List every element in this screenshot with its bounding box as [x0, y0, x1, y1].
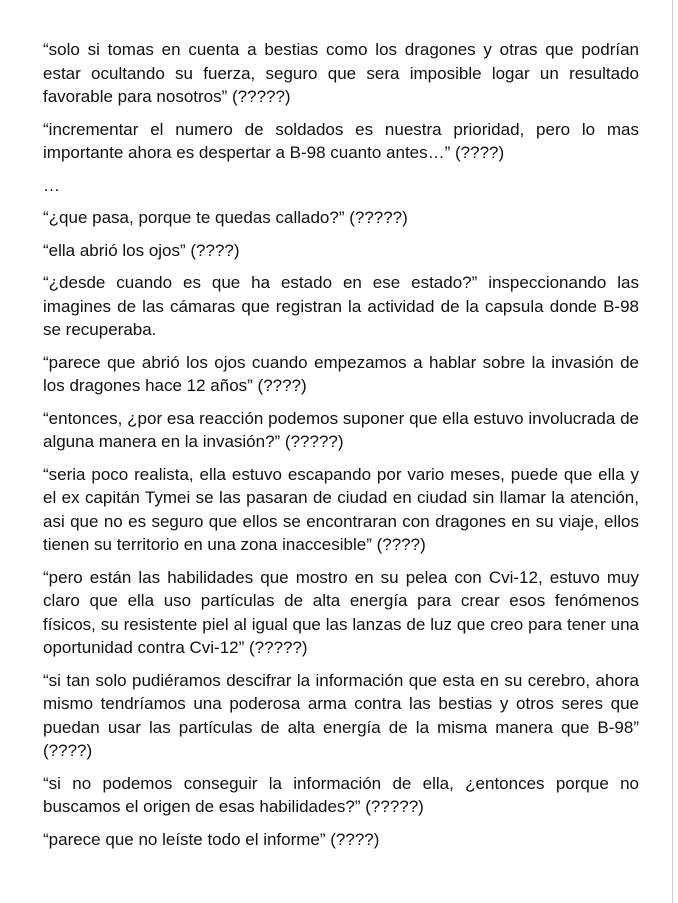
paragraph: “si no podemos conseguir la información de ella, ¿entonces porque no buscamos el origen de esas habilidades?” (?????): [43, 773, 639, 816]
paragraph: “seria poco realista, ella estuvo escapando por vario meses, puede que ella y el ex capitán Tymei se las pasaran de ciudad en ciudad sin llamar la atención, asi que no es seguro que ellos se encontraran con dragones en su viaje, ellos tienen su territorio en una zona inaccesible” (????): [43, 464, 639, 554]
paragraph: “¿desde cuando es que ha estado en ese estado?” inspeccionando las imagines de las cámaras que registran la actividad de la capsula donde B-98 se recuperaba.: [43, 273, 639, 339]
scene-break: …: [43, 175, 60, 195]
paragraph: “incrementar el numero de soldados es nuestra prioridad, pero lo mas importante ahora es despertar a B-98 cuanto antes…” (????): [43, 119, 639, 162]
paragraph: “si tan solo pudiéramos descifrar la información que esta en su cerebro, ahora mismo tendríamos una poderosa arma contra las bestias y otros seres que puedan usar las partículas de alta energía de la misma manera que B-98” (????): [43, 670, 639, 760]
paragraph: “pero están las habilidades que mostro en su pelea con Cvi-12, estuvo muy claro que ella uso partículas de alta energía para crear esos fenómenos físicos, su resistente piel al igual que las lanzas de luz que creo para tener una oportunidad contra Cvi-12” (?????): [43, 567, 639, 657]
paragraph: “¿que pasa, porque te quedas callado?” (?????): [43, 208, 408, 227]
paragraph: “ella abrió los ojos” (????): [43, 240, 240, 260]
paragraph: “parece que abrió los ojos cuando empezamos a hablar sobre la invasión de los dragones hace 12 años” (????): [43, 352, 639, 395]
page-edge-rule: [672, 0, 673, 903]
paragraph: “entonces, ¿por esa reacción podemos suponer que ella estuvo involucrada de alguna manera en la invasión?” (?????): [43, 408, 639, 451]
paragraph: “solo si tomas en cuenta a bestias como los dragones y otras que podrían estar ocultando su fuerza, seguro que sera imposible logar un resultado favorable para nosotros” (?????): [43, 40, 639, 106]
document-body: [43, 38, 639, 860]
paragraph: “parece que no leíste todo el informe” (????): [43, 829, 380, 849]
